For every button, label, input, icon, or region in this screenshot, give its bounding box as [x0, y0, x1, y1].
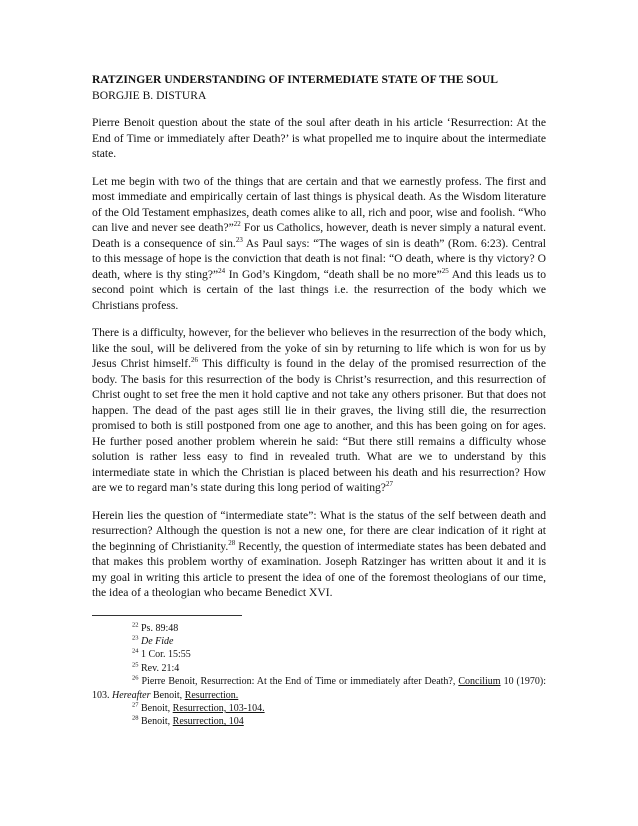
- footnote-number: 26: [132, 674, 139, 682]
- paragraph-3: [92, 325, 546, 496]
- footnote-number: 24: [132, 647, 139, 655]
- paragraph-text: Let me begin with two of the things that are certain and that we earnestly profess. The first and most immediate and empirically certain of last things is physical death. As the Wisdom literature of the Old Testament emphasizes, death comes alike to all, rich and poor, wise and foolish. “Who can live and never see death?”: [92, 174, 546, 234]
- short-title-link[interactable]: Resurrection, 103-104.: [172, 702, 265, 714]
- footnote-ref-24[interactable]: 24: [218, 266, 226, 275]
- article-title: RATZINGER UNDERSTANDING OF INTERMEDIATE STATE OF THE SOUL: [92, 73, 498, 86]
- footnotes: [92, 622, 546, 729]
- document-page: [92, 72, 546, 729]
- footnote-24: [92, 648, 546, 661]
- footnote-ref-26[interactable]: 26: [191, 356, 199, 365]
- footnote-ref-28[interactable]: 28: [228, 538, 236, 547]
- footnote-28: [92, 715, 546, 728]
- footnote-ref-25[interactable]: 25: [441, 266, 449, 275]
- footnote-ref-22[interactable]: 22: [233, 220, 241, 229]
- paragraph-text: In God’s Kingdom, “death shall be no more”: [225, 267, 442, 281]
- footnote-number: 23: [132, 634, 139, 642]
- footnote-text: 10 (1970): 103.: [92, 676, 546, 701]
- paragraph-text: For us Catholics, however, death is never simply a natural event. Death is a consequence of sin.: [92, 221, 546, 250]
- paragraph-text: As Paul says: “The wages of sin is death” (Rom. 6:23). Central to this message of hope is the conviction that death is not final: “O death, where is thy victory? O death, where is thy sting?”: [92, 236, 546, 281]
- footnote-27: [92, 702, 546, 715]
- journal-link[interactable]: Concilium: [458, 676, 501, 688]
- paragraph-text: And this leads us to second point which is certain of the last things i.e. the resurrection of the body which we Christians profess.: [92, 267, 546, 312]
- paragraph-2: [92, 174, 546, 314]
- footnote-text: Benoit,: [141, 716, 173, 728]
- footnote-text: Rev. 21:4: [141, 662, 180, 674]
- hereafter-label: Hereafter: [112, 689, 151, 701]
- paragraph-4: [92, 508, 546, 601]
- paragraph-text: There is a difficulty, however, for the believer who believes in the resurrection of the body which, like the soul, will be delivered from the yoke of sin by returning to life which is won for us by Jesus Christ himself.: [92, 326, 546, 370]
- article-author: BORGJIE B. DISTURA: [92, 88, 207, 102]
- paragraph-text: Recently, the question of intermediate states has been debated and that makes this problem worthy of examination. Joseph Ratzinger has written about it and it is my goal in writing this article to present the idea of one of the foremost theologians of our time, the idea of a theologian who became Benedict XVI.: [92, 539, 546, 599]
- footnote-number: 25: [132, 661, 139, 669]
- footnote-text: De Fide: [141, 635, 174, 647]
- footnote-22: [92, 622, 546, 635]
- footnote-text: Benoit,: [150, 689, 185, 701]
- footnote-23: [92, 635, 546, 648]
- footnote-divider: [92, 615, 242, 616]
- footnote-text: Pierre Benoit, Resurrection: At the End of Time or immediately after Death?,: [141, 676, 459, 688]
- footnote-number: 28: [132, 715, 139, 723]
- footnote-number: 27: [132, 701, 139, 709]
- footnote-26: [92, 675, 546, 702]
- footnote-ref-23[interactable]: 23: [235, 235, 243, 244]
- footnote-25: [92, 662, 546, 675]
- footnote-ref-27[interactable]: 27: [385, 480, 393, 489]
- paragraph-text: Herein lies the question of “intermediate state”: What is the status of the self between death and resurrection? Although the question is not a new one, for there are clear indication of it right at the beginning of Christianity.: [92, 508, 546, 553]
- paragraph-text: This difficulty is found in the delay of the promised resurrection of the body. The basis for this resurrection of the body is Christ’s resurrection, and this resurrection of Christ ought to set free the men it hold captive and not take any others prisoner. But that does not happen. The dead of the past ages still lie in their graves, the living still die, the resurrection promised to both is still postponed from one age to another, and this has been going on for ages. He further posed another problem wherein he said: “But there still remains a difficulty whose solution is rather less easy to find in revealed truth. What are we to understand by this intermediate state in which the Christian is placed between his death and his resurrection? How are we to regard man’s state during this long period of waiting?: [92, 357, 546, 494]
- title-block: [92, 72, 546, 103]
- paragraph-1: Pierre Benoit question about the state of the soul after death in his article ‘Resurrection: At the End of Time or immediately after Death?’ is what propelled me to inquire about the intermediate state.: [92, 116, 546, 160]
- footnote-text: Benoit,: [141, 702, 173, 714]
- footnote-text: 1 Cor. 15:55: [141, 649, 191, 661]
- short-title-link[interactable]: Resurrection, 104: [172, 716, 244, 728]
- footnote-number: 22: [132, 621, 139, 629]
- short-title-link[interactable]: Resurrection.: [184, 689, 239, 701]
- footnote-text: Ps. 89:48: [141, 622, 179, 634]
